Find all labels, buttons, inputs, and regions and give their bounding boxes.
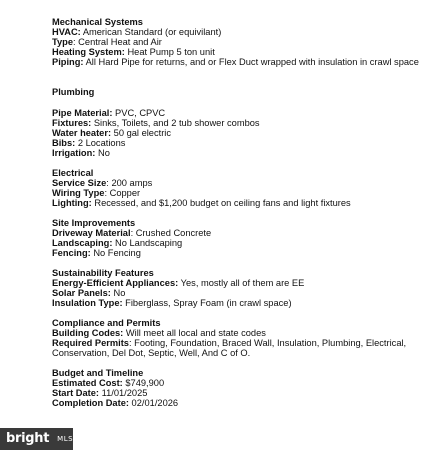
compliance-section: [52, 318, 440, 358]
spec-label: Irrigation:: [52, 148, 96, 158]
sustainability-section: [52, 268, 440, 308]
spec-value: Fiberglass, Spray Foam (in crawl space): [122, 298, 292, 308]
spacer: [52, 258, 440, 268]
spec-value: All Hard Pipe for returns, and or Flex Duct wrapped with insulation in crawl space: [83, 57, 419, 67]
watermark-sub: MLS: [57, 435, 74, 443]
spec-label: Fixtures:: [52, 118, 92, 128]
spec-value: : Central Heat and Air: [73, 37, 162, 47]
spec-value: No Landscaping: [112, 238, 183, 248]
spec-value: 02/01/2026: [128, 398, 179, 408]
spec-row: [52, 188, 440, 198]
spec-value: Sinks, Toilets, and 2 tub shower combos: [91, 118, 260, 128]
spec-label: Energy-Efficient Appliances:: [52, 278, 179, 288]
section-heading: Site Improvements: [52, 218, 136, 228]
spec-label: HVAC:: [52, 27, 81, 37]
spec-label: Heating System:: [52, 47, 125, 57]
spec-row: [52, 398, 440, 408]
spec-row: [52, 178, 440, 188]
section-heading: Plumbing: [52, 87, 95, 97]
spacer: [52, 308, 440, 318]
spec-value: No: [95, 148, 110, 158]
spacer: [52, 67, 440, 87]
spec-label: Service Size: [52, 178, 107, 188]
spec-label: Pipe Material:: [52, 108, 113, 118]
section-heading: Electrical: [52, 168, 94, 178]
spec-row: [52, 47, 440, 57]
spec-value: 11/01/2025: [99, 388, 148, 398]
spec-label: Water heater:: [52, 128, 112, 138]
spec-label: Estimated Cost:: [52, 378, 123, 388]
spec-label: Lighting:: [52, 198, 92, 208]
spec-label: Solar Panels:: [52, 288, 111, 298]
spec-row: [52, 228, 440, 238]
spec-row: [52, 108, 440, 118]
spec-row: [52, 198, 440, 208]
watermark-logo: [0, 428, 73, 450]
spec-row: [52, 57, 440, 67]
section-heading: Compliance and Permits: [52, 318, 161, 328]
spec-value: Yes, mostly all of them are EE: [178, 278, 305, 288]
spacer: [52, 158, 440, 168]
spec-row: [52, 118, 440, 128]
section-heading: Sustainability Features: [52, 268, 154, 278]
spec-row: [52, 298, 440, 308]
spec-label: Insulation Type:: [52, 298, 123, 308]
spec-row: [52, 238, 440, 248]
plumbing-section: [52, 87, 440, 158]
spacer: [52, 208, 440, 218]
spec-row: [52, 338, 440, 358]
spec-value: PVC, CPVC: [112, 108, 166, 118]
spec-row: [52, 37, 440, 47]
spec-row: [52, 388, 440, 398]
spec-value: : 200 amps: [106, 178, 153, 188]
spec-label: Completion Date:: [52, 398, 129, 408]
section-heading: Budget and Timeline: [52, 368, 144, 378]
spec-label: Landscaping:: [52, 238, 113, 248]
spec-value: 2 Locations: [75, 138, 126, 148]
spacer: [52, 358, 440, 368]
spec-value: Recessed, and $1,200 budget on ceiling fans and light fixtures: [91, 198, 351, 208]
document-body: [52, 17, 440, 408]
spec-row: [52, 288, 440, 298]
spec-value: Will meet all local and state codes: [123, 328, 266, 338]
spec-value: American Standard (or equivilant): [80, 27, 222, 37]
spec-row: [52, 278, 440, 288]
spec-value: : Footing, Foundation, Braced Wall, Insulation, Plumbing, Electrical, Conservation, Del Dot, Septic, Well, And C of O.: [52, 338, 407, 358]
spec-label: Type: [52, 37, 74, 47]
spec-row: [52, 138, 440, 148]
spec-label: Building Codes:: [52, 328, 124, 338]
spec-label: Required Permits: [52, 338, 129, 348]
spec-label: Bibs:: [52, 138, 76, 148]
site-section: [52, 218, 440, 258]
spec-label: Driveway Material: [52, 228, 131, 238]
spec-row: [52, 27, 440, 37]
spec-value: $749,900: [122, 378, 165, 388]
spec-value: 50 gal electric: [111, 128, 172, 138]
budget-section: [52, 368, 440, 408]
watermark-brand: bright: [6, 431, 50, 446]
spec-label: Fencing:: [52, 248, 91, 258]
electrical-section: [52, 168, 440, 208]
spec-value: Heat Pump 5 ton unit: [124, 47, 215, 57]
spec-value: : Crushed Concrete: [130, 228, 212, 238]
spec-value: : Copper: [104, 188, 141, 198]
spec-label: Piping:: [52, 57, 84, 67]
spec-value: No: [110, 288, 126, 298]
spec-row: [52, 128, 440, 138]
spec-label: Start Date:: [52, 388, 100, 398]
spec-label: Wiring Type: [52, 188, 105, 198]
spec-value: No Fencing: [90, 248, 141, 258]
section-heading: Mechanical Systems: [52, 17, 143, 27]
spec-row: [52, 248, 440, 258]
spec-row: [52, 378, 440, 388]
spacer: [52, 97, 440, 108]
mechanical-section: [52, 17, 440, 67]
spec-row: [52, 148, 440, 158]
spec-row: [52, 328, 440, 338]
